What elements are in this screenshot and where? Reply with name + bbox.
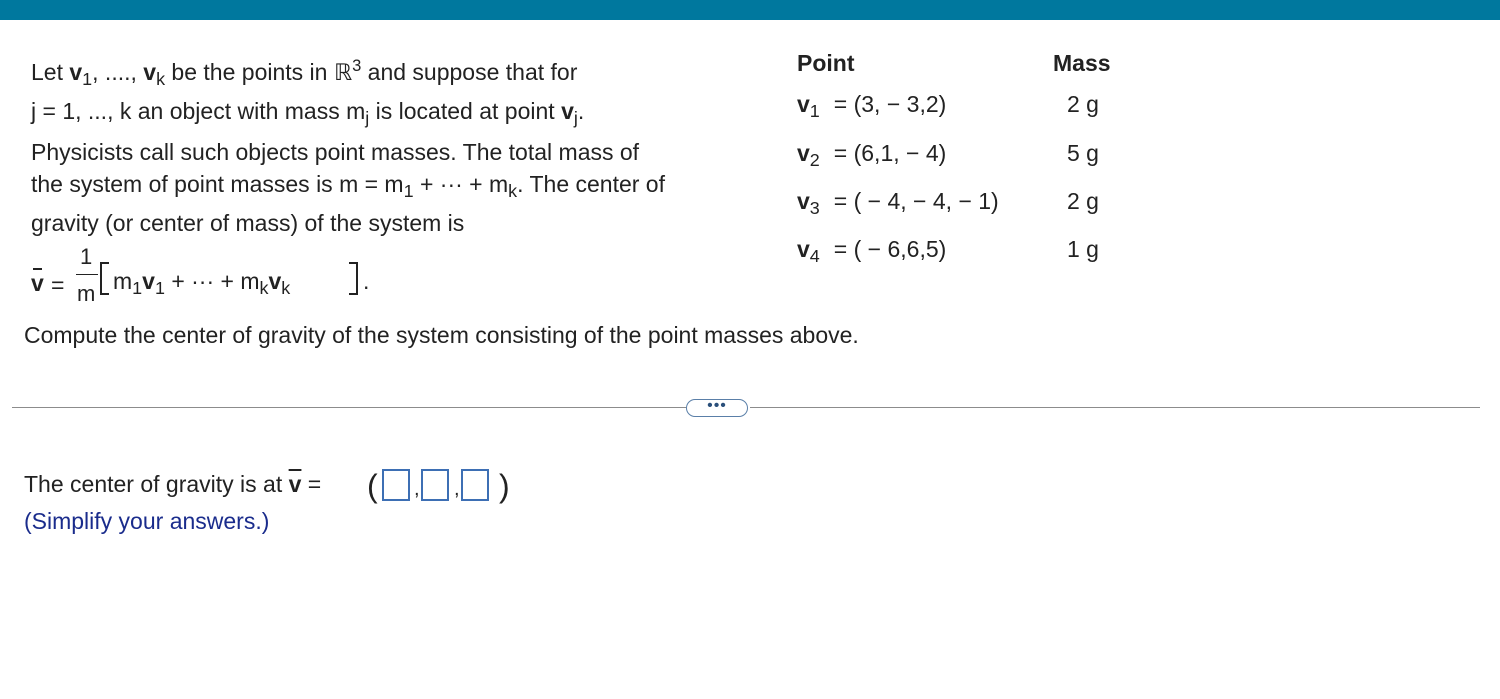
vector-v: v [143, 59, 157, 85]
divider-right [750, 407, 1480, 408]
comma: , [414, 478, 420, 500]
text: . [577, 98, 585, 124]
top-banner [0, 0, 1500, 20]
coordinates: = ( − 6,6,5) [833, 236, 947, 262]
text: . The center of [517, 171, 665, 197]
vector-v-bar: v [31, 270, 44, 296]
subscript: k [259, 278, 269, 299]
text: + ··· + m [413, 171, 509, 197]
table-header-point: Point [797, 50, 855, 76]
problem-line-5: gravity (or center of mass) of the system is [31, 210, 465, 236]
answer-input-y[interactable] [421, 469, 449, 501]
equals-sign: = [51, 272, 65, 298]
subscript: j [365, 108, 370, 129]
text: m [113, 268, 133, 294]
answer-input-z[interactable] [461, 469, 489, 501]
table-row-1-point [797, 91, 947, 122]
center-of-gravity-formula [31, 244, 391, 306]
answer-prefix-text: The center of gravity is at [24, 471, 289, 497]
text: is located at point [369, 98, 562, 124]
coordinates: = (3, − 3,2) [833, 91, 947, 117]
subscript: j [573, 108, 578, 129]
equals-sign: = [301, 471, 322, 497]
simplify-hint: (Simplify your answers.) [24, 508, 270, 534]
vector-v: v [69, 59, 83, 85]
problem-line-3: Physicists call such objects point masses. The total mass of [31, 139, 640, 165]
subscript: 1 [154, 278, 165, 299]
show-more-button[interactable]: ••• [686, 399, 748, 417]
vector-v: v [561, 98, 574, 124]
table-row-4-point [797, 236, 947, 267]
vector-v: v [797, 91, 810, 117]
text: and suppose that for [361, 59, 578, 85]
text: , ...., [92, 59, 144, 85]
open-paren: ( [367, 468, 378, 504]
vector-v: v [797, 140, 810, 166]
period: . [363, 268, 370, 294]
subscript: k [508, 181, 518, 202]
subscript: 1 [809, 101, 820, 122]
problem-line-2 [31, 98, 585, 129]
text: + ··· + m [164, 268, 260, 294]
fraction-bar [76, 274, 98, 275]
real-numbers-symbol: ℝ [333, 59, 353, 85]
text: be the points in [165, 59, 334, 85]
comma: , [454, 478, 460, 500]
table-header-mass: Mass [1053, 50, 1111, 76]
table-row-4-mass: 1 g [1067, 236, 1099, 262]
answer-prompt [24, 471, 321, 498]
subscript: 2 [809, 150, 820, 171]
vector-v: v [142, 268, 155, 294]
bracket-contents [113, 268, 291, 299]
table-row-2-point [797, 140, 947, 171]
fraction-numerator: 1 [80, 244, 93, 269]
subscript: k [156, 69, 166, 90]
table-row-2-mass: 5 g [1067, 140, 1099, 166]
text: j = 1, ..., k an object with mass m [31, 98, 366, 124]
vector-v: v [797, 188, 810, 214]
left-bracket [100, 262, 109, 295]
superscript: 3 [352, 55, 362, 75]
coordinates: = ( − 4, − 4, − 1) [833, 188, 999, 214]
subscript: k [281, 278, 291, 299]
subscript: 3 [809, 198, 820, 219]
table-row-1-mass: 2 g [1067, 91, 1099, 117]
close-paren: ) [499, 468, 510, 504]
coordinates: = (6,1, − 4) [833, 140, 947, 166]
divider-left [12, 407, 686, 408]
text: Let [31, 59, 70, 85]
answer-input-x[interactable] [382, 469, 410, 501]
fraction-denominator: m [77, 281, 96, 306]
vector-v-bar: $\overline{v}$ [288, 471, 302, 497]
right-bracket [349, 262, 358, 295]
text: the system of point masses is m = m [31, 171, 404, 197]
subscript: 1 [82, 69, 93, 90]
vector-v: v [797, 236, 810, 262]
vector-v: v [268, 268, 282, 294]
table-row-3-mass: 2 g [1067, 188, 1099, 214]
subscript: 1 [403, 181, 414, 202]
problem-line-1 [31, 55, 578, 90]
table-row-3-point [797, 188, 999, 219]
question-text: Compute the center of gravity of the system consisting of the point masses above. [24, 322, 859, 348]
subscript: 4 [809, 246, 820, 267]
problem-line-4 [31, 171, 665, 202]
subscript: 1 [132, 278, 143, 299]
